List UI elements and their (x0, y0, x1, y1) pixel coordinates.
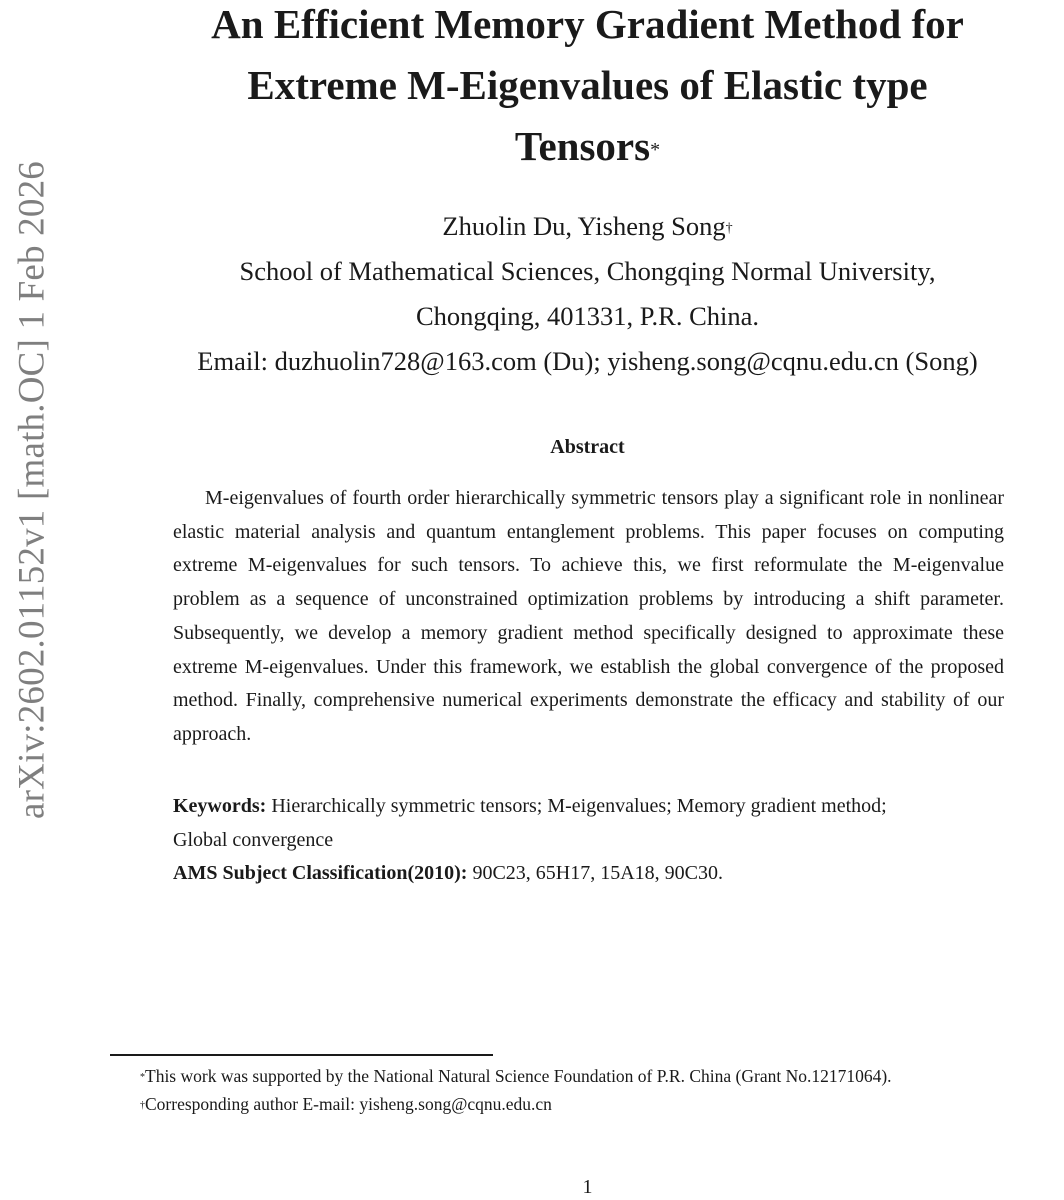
footnote-corresponding-author: †Corresponding author E-mail: yisheng.song@cqnu.edu.cn (140, 1094, 552, 1114)
title-line-2: Extreme M-Eigenvalues of Elastic type (247, 62, 928, 108)
affiliation-line-2: Chongqing, 401331, P.R. China. (415, 301, 760, 331)
abstract-text: M-eigenvalues of fourth order hierarchically symmetric tensors play a significant role in nonlinear elastic material analysis and quantum entanglement problems. This paper focuses on computing extreme M-eigenvalues for such tensors. To achieve this, we first reformulate the M-eigenvalue problem as a sequence of unconstrained optimization problems by introducing a shift parameter. Subsequently, we develop a memory gradient method specifically designed to approximate these extreme M-eigenvalues. Under this framework, we establish the global convergence of the proposed method. Finally, comprehensive numerical experiments demonstrate the efficacy and stability of our approach. (173, 487, 1004, 745)
title-line-1: An Efficient Memory Gradient Method for (211, 1, 964, 47)
arxiv-stamp-text: arXiv:2602.01152v1 [math.OC] 1 Feb 2026 (11, 161, 53, 819)
keywords (173, 790, 1064, 891)
page-number: 1 (582, 1176, 593, 1198)
paper-title (120, 0, 1055, 177)
abstract-heading: Abstract (550, 436, 625, 458)
ams-codes: 90C23, 65H17, 15A18, 90C30. (472, 862, 724, 884)
footnote-funding: *This work was supported by the National Natural Science Foundation of P.R. China (Grant No.12171064). (140, 1066, 892, 1086)
author-emails: Email: duzhuolin728@163.com (Du); yisheng.song@cqnu.edu.cn (Song) (197, 346, 978, 376)
arxiv-identifier-stamp (0, 0, 60, 1200)
author-names: Zhuolin Du, Yisheng Song† (442, 211, 733, 241)
author-footnote-mark[interactable]: † (725, 221, 733, 236)
ams-classification (173, 857, 1064, 891)
author-block (120, 204, 1055, 384)
keywords-label: Keywords: (173, 795, 267, 817)
footnotes (110, 1062, 1064, 1118)
ams-label: AMS Subject Classification(2010): (173, 862, 468, 884)
footnote-divider (110, 1054, 493, 1056)
title-line-3: Tensors* (514, 123, 661, 169)
keywords-line-1: Hierarchically symmetric tensors; M-eigenvalues; Memory gradient method; (271, 795, 887, 817)
abstract-body (173, 482, 1004, 752)
affiliation-line-1: School of Mathematical Sciences, Chongqing Normal University, (239, 256, 936, 286)
keywords-line-2: Global convergence (173, 828, 334, 851)
title-footnote-mark[interactable]: * (650, 139, 661, 161)
